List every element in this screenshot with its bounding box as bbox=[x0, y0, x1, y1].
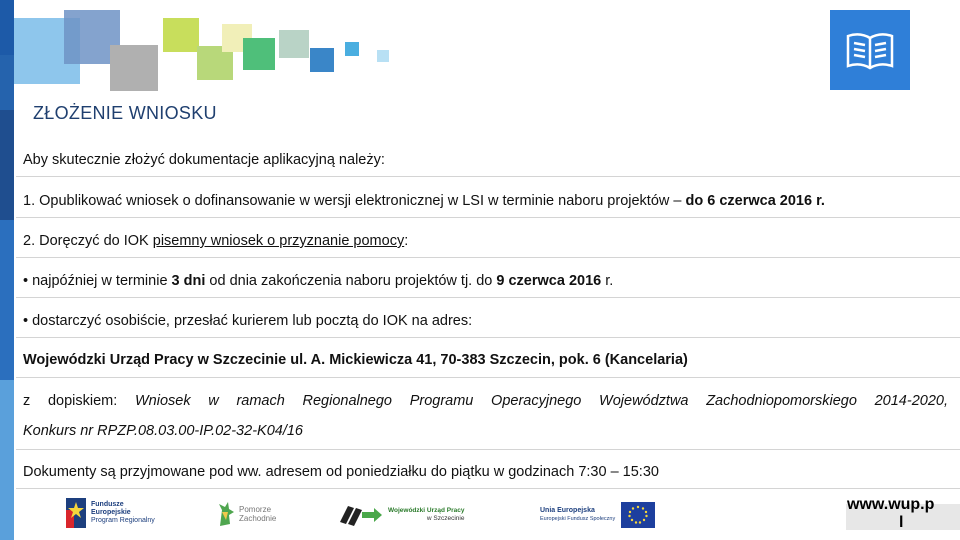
divider bbox=[16, 217, 960, 218]
step-1-deadline: do 6 czerwca 2016 r. bbox=[685, 193, 825, 209]
step-2-prefix: 2. Doręczyć do IOK bbox=[23, 233, 153, 249]
wup-logo-line-1: Wojewódzki Urząd Pracy bbox=[388, 507, 465, 514]
office-hours: Dokumenty są przyjmowane pod ww. adresem od poniedziałku do piątku w godzinach 7:30 – 15:30 bbox=[23, 464, 659, 480]
accent-bar-middle bbox=[0, 110, 14, 220]
fe-logo-line-1: Fundusze bbox=[91, 501, 124, 508]
accent-bar-lower bbox=[0, 220, 14, 380]
url-line-1: www.wup.p bbox=[847, 496, 935, 513]
step-2-underlined: pisemny wniosek o przyznanie pomocy bbox=[152, 233, 405, 249]
divider bbox=[16, 257, 960, 258]
bullet-1-prefix: • najpóźniej w terminie bbox=[23, 273, 172, 289]
note-line-1 bbox=[23, 391, 948, 411]
note-italic-1: Wniosek w ramach Regionalnego Programu Operacyjnego Województwa Zachodniopomorskiego 2014-2020, bbox=[134, 393, 948, 409]
wup-logo-line-2: w Szczecinie bbox=[426, 515, 465, 522]
wup-logo bbox=[338, 502, 464, 528]
divider bbox=[16, 377, 960, 378]
page-title: ZŁOŻENIE WNIOSKU bbox=[33, 103, 217, 123]
divider bbox=[16, 449, 960, 450]
fundusze-europejskie-logo bbox=[66, 498, 155, 528]
pomorze-zachodnie-logo bbox=[216, 500, 276, 528]
step-2 bbox=[23, 231, 948, 251]
office-address: Wojewódzki Urząd Pracy w Szczecinie ul. A. Mickiewicza 41, 70-383 Szczecin, pok. 6 (Kancelaria) bbox=[23, 352, 688, 368]
pomorze-line-2: Zachodnie bbox=[239, 514, 277, 523]
step-1-text: 1. Opublikować wniosek o dofinansowanie w wersji elektronicznej w LSI w terminie naboru projektów – bbox=[23, 193, 686, 209]
divider bbox=[16, 337, 960, 338]
step-1 bbox=[23, 191, 948, 211]
fe-star-icon bbox=[66, 498, 86, 528]
book-icon bbox=[830, 10, 910, 90]
decor-square bbox=[345, 42, 359, 56]
decor-square bbox=[279, 30, 309, 58]
note-line-2: Konkurs nr RPZP.08.03.00-IP.02-32-K04/16 bbox=[23, 423, 303, 439]
footer-logos bbox=[0, 492, 960, 540]
intro-text: Aby skutecznie złożyć dokumentacje aplikacyjną należy: bbox=[23, 152, 385, 168]
bullet-1-middle: od dnia zakończenia naboru projektów tj. do bbox=[205, 273, 497, 289]
fe-logo-line-3: Program Regionalny bbox=[91, 517, 155, 524]
wup-arrow-icon bbox=[338, 502, 384, 528]
bullet-1-date: 9 czerwca 2016 bbox=[496, 273, 602, 289]
website-url[interactable] bbox=[847, 496, 934, 532]
note-prefix: z dopiskiem: bbox=[23, 393, 135, 409]
eu-logo bbox=[540, 502, 655, 528]
divider bbox=[16, 297, 960, 298]
pomorze-line-1: Pomorze bbox=[239, 505, 272, 514]
decor-square bbox=[243, 38, 275, 70]
eu-logo-line-2: Europejski Fundusz Społeczny bbox=[540, 516, 616, 522]
decor-square bbox=[163, 18, 199, 52]
accent-bar-upper bbox=[0, 55, 14, 110]
eu-flag-icon bbox=[621, 502, 655, 528]
url-line-2: l bbox=[899, 514, 904, 531]
accent-bar-top bbox=[0, 0, 14, 55]
decor-square bbox=[110, 45, 158, 91]
step-2-suffix: : bbox=[404, 233, 409, 249]
bullet-1-suffix: r. bbox=[601, 273, 614, 289]
bullet-1-days: 3 dni bbox=[171, 273, 206, 289]
fe-logo-line-2: Europejskie bbox=[91, 509, 131, 516]
divider bbox=[16, 488, 960, 489]
decor-square bbox=[310, 48, 334, 72]
eu-logo-line-1: Unia Europejska bbox=[540, 507, 595, 514]
griffin-icon bbox=[216, 500, 236, 528]
divider bbox=[16, 176, 960, 177]
decor-square bbox=[377, 50, 389, 62]
bullet-delivery: • dostarczyć osobiście, przesłać kurierem lub pocztą do IOK na adres: bbox=[23, 313, 473, 329]
bullet-deadline bbox=[23, 271, 948, 291]
